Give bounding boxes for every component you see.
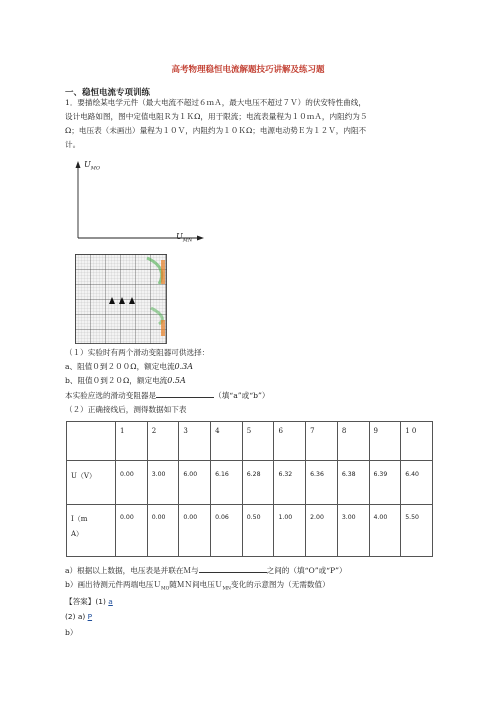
table-cell: 2 <box>147 422 179 461</box>
answer-1-value: a <box>108 597 113 606</box>
table-cell: 4.00 <box>369 505 401 557</box>
question-b-sub1: MO <box>161 586 170 592</box>
question-text-line: 1．要描绘某电学元件（最大电流不超过６ｍＡ，最大电压不超过７Ｖ）的伏安特性曲线， <box>65 98 366 107</box>
question-text-line: 计。 <box>65 140 81 149</box>
axes-figure <box>70 158 210 248</box>
table-cell: 3.00 <box>147 461 179 505</box>
table-cell: 5.50 <box>401 505 433 557</box>
row-label-i-line2: A） <box>71 530 84 538</box>
table-cell: 0.50 <box>242 505 274 557</box>
table-cell: 1.00 <box>274 505 306 557</box>
table-cell: 5 <box>242 422 274 461</box>
table-cell: 0.00 <box>179 505 211 557</box>
section-heading: 一、稳恒电流专项训练 <box>65 88 151 98</box>
table-cell: 6 <box>274 422 306 461</box>
choose-text: 本实验应选的滑动变阻器是 <box>65 391 157 400</box>
question-a-tail: 之间的（填“O”或“P”） <box>266 566 347 575</box>
row-label-i <box>67 505 116 557</box>
table-cell: 9 <box>369 422 401 461</box>
table-cell: 6.38 <box>337 461 369 505</box>
table-cell: 6.00 <box>179 461 211 505</box>
table-cell: 0.06 <box>211 505 243 557</box>
x-axis-label: U <box>176 232 183 241</box>
question-b-tail: 变化的示意图为（无需数值） <box>231 580 330 589</box>
x-axis-subscript: MN <box>182 237 193 244</box>
answer-blank[interactable] <box>156 388 214 398</box>
row-label-i-line1: I（m <box>71 515 88 523</box>
table-cell: 0.00 <box>147 505 179 557</box>
answer-2-value: P <box>87 612 93 621</box>
option-b-text: b、阻值０到２０Ω，额定电流 <box>65 376 168 385</box>
table-cell: 1 <box>116 422 148 461</box>
table-cell: 6.39 <box>369 461 401 505</box>
table-cell: 6.36 <box>306 461 338 505</box>
data-table <box>66 421 433 557</box>
answer-blank[interactable] <box>199 563 267 573</box>
choose-hint: （填“a”或“b”） <box>214 391 270 400</box>
option-b-current: 0.5A <box>167 376 186 385</box>
question-text-line: 设计电路如图，图中定值电阻Ｒ为１ＫΩ，用于限流；电流表量程为１０ｍＡ，内阻约为５ <box>65 112 368 121</box>
y-axis-label: U <box>84 160 91 169</box>
question-b-text: b）画出待测元件两端电压Ｕ <box>65 580 161 589</box>
table-row-current <box>67 505 433 557</box>
question-a-line <box>65 563 435 578</box>
sub-question-2: （２）正确接线后，测得数据如下表 <box>65 405 187 414</box>
sub-question-1: （１）实验时有两个滑动变阻器可供选择： <box>65 348 210 357</box>
question-b-mid: 随ＭＮ间电压Ｕ <box>169 580 223 589</box>
table-cell: 0.00 <box>116 505 148 557</box>
option-a-text: a、阻值０到２００Ω，额定电流 <box>65 362 175 371</box>
option-b <box>65 374 435 388</box>
table-cell: 6.32 <box>274 461 306 505</box>
answer-label: 【答案】 <box>65 597 96 606</box>
table-cell <box>67 422 116 461</box>
question-b-sub2: MN <box>222 586 231 592</box>
page-title: 高考物理稳恒电流解题技巧讲解及练习题 <box>171 65 325 75</box>
table-cell: 3 <box>179 422 211 461</box>
answer-line-2 <box>65 612 92 621</box>
question-a-text: a）根据以上数据，电压表是并联在Ｍ与 <box>65 566 199 575</box>
table-cell: 1 0 <box>401 422 433 461</box>
table-cell: 8 <box>337 422 369 461</box>
answer-1-number: (1) <box>95 597 106 606</box>
answer-2-number: (2) a) <box>65 612 86 621</box>
table-cell: 3.00 <box>337 505 369 557</box>
choose-line <box>65 388 435 403</box>
answer-3: b） <box>65 628 78 637</box>
row-label-u: U（V） <box>67 461 116 505</box>
option-a-current: 0.3A <box>174 362 194 371</box>
graph-paper-image <box>75 254 167 344</box>
table-cell: 6.28 <box>242 461 274 505</box>
table-cell: 6.16 <box>211 461 243 505</box>
table-row-voltage <box>67 461 433 505</box>
table-cell: 0.00 <box>116 461 148 505</box>
table-header-row <box>67 422 433 461</box>
y-axis-subscript: MO <box>90 165 100 172</box>
table-cell: 2.00 <box>306 505 338 557</box>
answer-line-1 <box>65 596 113 607</box>
table-cell: 6.40 <box>401 461 433 505</box>
question-b-line <box>65 578 435 597</box>
question-text-line: Ω；电压表（未画出）量程为１０Ｖ，内阻约为１０ＫΩ；电源电动势Ｅ为１２Ｖ，内阻不 <box>65 126 367 135</box>
table-cell: 4 <box>211 422 243 461</box>
option-a <box>65 360 435 374</box>
table-cell: 7 <box>306 422 338 461</box>
